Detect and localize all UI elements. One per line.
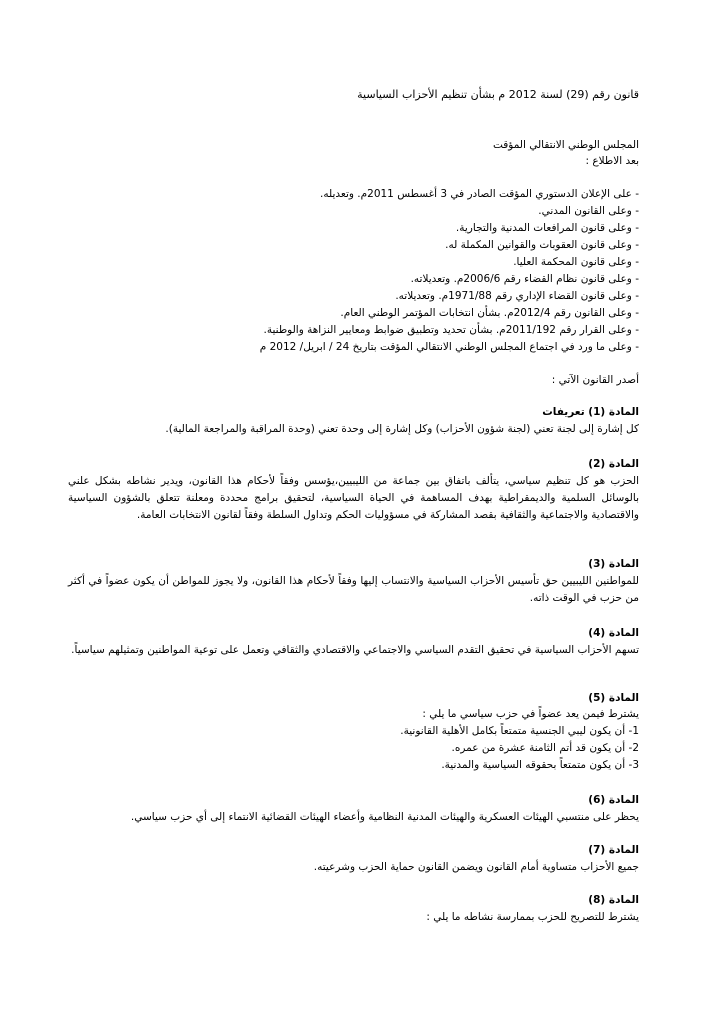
references-list <box>80 186 639 356</box>
reference-item: - وعلى القرار رقم 2011/192م. بشأن تحديد وتطبيق ضوابط ومعايير النزاهة والوطنية. <box>263 324 639 336</box>
article-5-conditions <box>68 723 639 774</box>
article-1-title: المادة (1) تعريفات <box>542 406 639 418</box>
council-name: المجلس الوطني الانتقالي المؤقت <box>492 139 639 151</box>
article-4-title: المادة (4) <box>588 627 639 639</box>
article-4-body: تسهم الأحزاب السياسية في تحقيق التقدم السياسي والاجتماعي والاقتصادي والثقافي وتعمل على توعية المواطنين وتمثيلهم سياسياً. <box>71 644 639 656</box>
article-8-title: المادة (8) <box>588 894 639 906</box>
reference-item: - وعلى القانون المدني. <box>538 205 639 217</box>
reference-item: - وعلى قانون القضاء الإداري رقم 1971/88م. وتعديلاته. <box>395 290 639 302</box>
article-2-title: المادة (2) <box>588 458 639 470</box>
reference-item: - وعلى قانون العقوبات والقوانين المكملة له. <box>445 239 639 251</box>
condition-item: 1- أن يكون ليبي الجنسية متمتعاً بكامل الأهلية القانونية. <box>400 725 639 737</box>
article-5-intro: يشترط فيمن يعد عضواً في حزب سياسي ما يلي : <box>422 708 639 720</box>
reference-item: - وعلى ما ورد في اجتماع المجلس الوطني الانتقالي المؤقت بتاريخ 24 / ابريل/ 2012 م <box>259 341 639 353</box>
reference-item: - وعلى قانون المرافعات المدنية والتجارية. <box>455 222 639 234</box>
article-6-body: يحظر على منتسبي الهيئات العسكرية والهيئات المدنية النظامية وأعضاء الهيئات القضائية الانتماء إلى أي حزب سياسي. <box>130 811 639 823</box>
reference-item: - وعلى قانون المحكمة العليا. <box>513 256 639 268</box>
article-8-body: يشترط للتصريح للحزب بممارسة نشاطه ما يلي : <box>426 911 639 923</box>
article-3-title: المادة (3) <box>588 558 639 570</box>
article-2-body: الحزب هو كل تنظيم سياسي، يتألف باتفاق بين جماعة من الليبيين،يؤسس وفقاً لأحكام هذا القانون، ويدير نشاطه بشكل علني بالوسائل السلمية والديمقراطية بهدف المساهمة في الحياة السياسية، لتحقيق برامج محددة ومعلنة تتعلق بالشؤون السياسية والاقتصادية والاجتماعية والثقافية بقصد المشاركة في مسؤوليات الحكم وتداول السلطة وفقاً لقانون الانتخابات العامة. <box>68 475 639 521</box>
article-7-body: جميع الأحزاب متساوية أمام القانون ويضمن القانون حماية الحزب وشرعيته. <box>313 861 639 873</box>
reference-item: - وعلى قانون نظام القضاء رقم 2006/6م. وتعديلاته. <box>410 273 639 285</box>
article-6-title: المادة (6) <box>588 794 639 806</box>
article-1-body: كل إشارة إلى لجنة تعني (لجنة شؤون الأحزاب) وكل إشارة إلى وحدة تعني (وحدة المراقبة والمراجعة المالية). <box>165 423 639 435</box>
condition-item: 3- أن يكون متمتعاً بحقوقه السياسية والمدنية. <box>441 759 639 771</box>
law-title: قانون رقم (29) لسنة 2012 م بشأن تنظيم الأحزاب السياسية <box>357 88 639 101</box>
condition-item: 2- أن يكون قد أتم الثامنة عشرة من عمره. <box>451 742 639 754</box>
reference-item: - وعلى القانون رقم 2012/4م. بشأن انتخابات المؤتمر الوطني العام. <box>340 307 639 319</box>
article-7-title: المادة (7) <box>588 844 639 856</box>
after-review-label: بعد الاطلاع : <box>585 155 639 167</box>
article-5-title: المادة (5) <box>588 692 639 704</box>
reference-item: - على الإعلان الدستوري المؤقت الصادر في 3 أغسطس 2011م. وتعديله. <box>320 188 639 200</box>
issued-statement: أصدر القانون الآتي : <box>551 374 639 386</box>
article-5-content <box>68 706 639 774</box>
article-3-body: للمواطنين الليبيين حق تأسيس الأحزاب السياسية والانتساب إليها وفقاً لأحكام هذا القانون، ولا يجوز للمواطن أن يكون عضواً في أكثر من حزب في الوقت ذاته. <box>68 575 639 604</box>
